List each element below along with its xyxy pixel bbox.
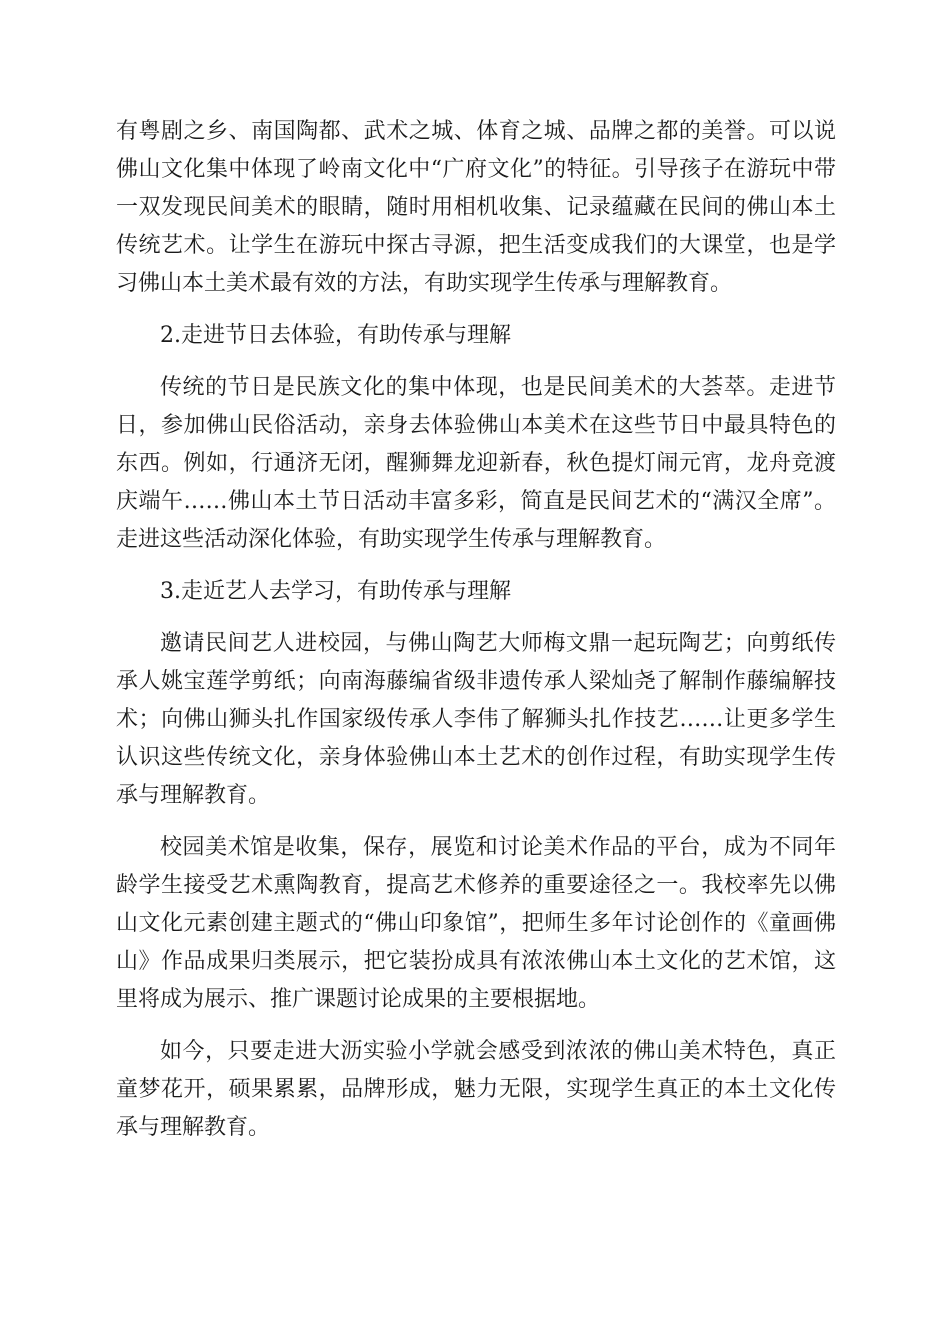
spacer: [116, 1019, 836, 1033]
section-heading-festivals: 2.走进节日去体验，有助传承与理解: [160, 323, 511, 348]
spacer: [116, 355, 836, 369]
spacer: [116, 611, 836, 625]
section-heading-artisans: 3.走近艺人去学习，有助传承与理解: [160, 579, 511, 604]
paragraph-campus-gallery: 校园美术馆是收集，保存，展览和讨论美术作品的平台，成为不同年龄学生接受艺术熏陶教育，提高艺术修养的重要途径之一。我校率先以佛山文化元素创建主题式的“佛山印象馆”，把师生多年讨论创作的《童画佛山》作品成果归类展示，把它装扮成具有浓浓佛山本土文化的艺术馆，这里将成为展示、推广课题讨论成果的主要根据地。: [116, 835, 836, 1012]
paragraph-festivals: 传统的节日是民族文化的集中体现，也是民间美术的大荟萃。走进节日，参加佛山民俗活动，亲身去体验佛山本美术在这些节日中最具特色的东西。例如，行通济无闭，醒狮舞龙迎新春，秋色提灯闹元宵，龙舟竞渡庆端午……佛山本土节日活动丰富多彩，简直是民间艺术的“满汉全席”。走进这些活动深化体验，有助实现学生传承与理解教育。: [116, 375, 836, 552]
spacer: [116, 303, 836, 317]
paragraph-artisans: 邀请民间艺人进校园，与佛山陶艺大师梅文鼎一起玩陶艺；向剪纸传承人姚宝莲学剪纸；向南海藤编省级非遗传承人梁灿尧了解制作藤编解技术；向佛山狮头扎作国家级传承人李伟了解狮头扎作技艺……让更多学生认识这些传统文化，亲身体验佛山本土艺术的创作过程，有助实现学生传承与理解教育。: [116, 631, 836, 808]
paragraph-intro-continued: 有粤剧之乡、南国陶都、武术之城、体育之城、品牌之都的美誉。可以说佛山文化集中体现了岭南文化中“广府文化”的特征。引导孩子在游玩中带一双发现民间美术的眼睛，随时用相机收集、记录蕴藏在民间的佛山本土传统艺术。让学生在游玩中探古寻源，把生活变成我们的大课堂，也是学习佛山本土美术最有效的方法，有助实现学生传承与理解教育。: [116, 119, 836, 296]
spacer: [116, 559, 836, 573]
document-page: [116, 113, 836, 1147]
spacer: [116, 815, 836, 829]
paragraph-conclusion: 如今，只要走进大沥实验小学就会感受到浓浓的佛山美术特色，真正童梦花开，硕果累累，品牌形成，魅力无限，实现学生真正的本土文化传承与理解教育。: [116, 1039, 836, 1140]
